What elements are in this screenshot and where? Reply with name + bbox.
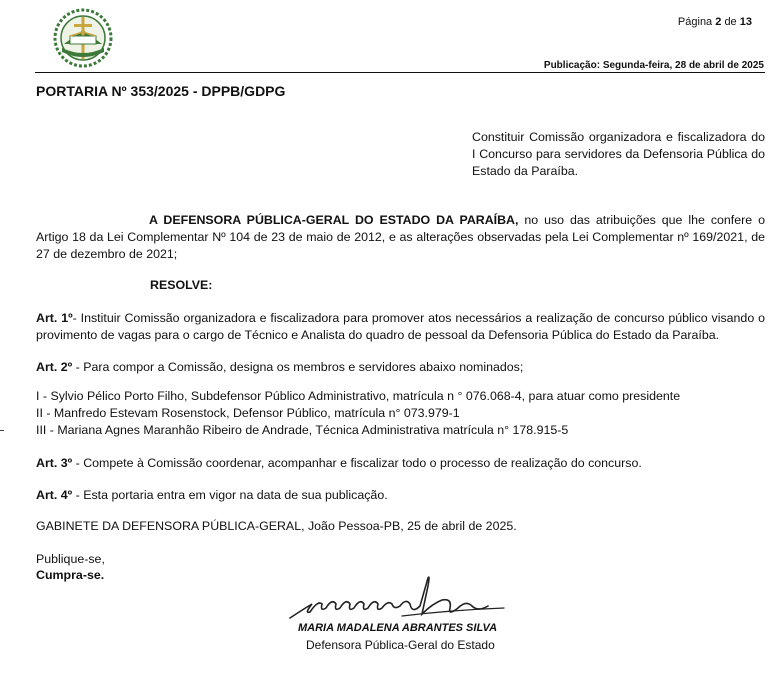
closing [36,551,105,583]
closing-line-2: Cumpra-se. [36,568,105,582]
header-rule [35,72,765,73]
ementa: Constituir Comissão organizadora e fiscalizadora do I Concurso para servidores da Defensoria Pública do Estado da Paraíba. [472,130,765,178]
defensoria-logo [50,8,116,68]
page-number: Página 2 de 13 [677,16,752,28]
article-4: Art. 4º - Esta portaria entra em vigor na data de sua publicação. [36,488,388,502]
member-item: II - Manfredo Estevam Rosenstock, Defensor Público, matrícula n° 073.979-1 [36,406,460,420]
gabinete-line: GABINETE DA DEFENSORA PÚBLICA-GERAL, João Pessoa-PB, 25 de abril de 2025. [36,519,517,533]
article-1: Art. 1º- Instituir Comissão organizadora e fiscalizadora para promover atos necessários a realização de concurso público visando o provimento de vagas para o cargo de Técnico e Analista do quadro de pessoal da Defensoria Pública do Estado da Paraíba. [36,311,765,342]
publication-date: Publicação: Segunda-feira, 28 de abril de 2025 [543,60,764,71]
signer-name: MARIA MADALENA ABRANTES SILVA [298,622,498,634]
document-title: PORTARIA Nº 353/2025 - DPPB/GDPG [36,83,286,99]
preamble: A DEFENSORA PÚBLICA-GERAL DO ESTADO DA PARAÍBA, no uso das atribuições que lhe confere o Artigo 18 da Lei Complementar Nº 104 de 23 de maio de 2012, e as alterações observadas pela Lei Complementar nº 169/2021, de 27 de dezembro de 2021; [36,213,765,261]
members-list [36,388,680,439]
closing-line-1: Publique-se, [36,552,105,566]
article-2: Art. 2º - Para compor a Comissão, designa os membros e servidores abaixo nominados; [36,360,524,374]
signer-role: Defensora Pública-Geral do Estado [306,638,495,652]
resolve-heading: RESOLVE: [150,278,213,292]
member-item: III - Mariana Agnes Maranhão Ribeiro de Andrade, Técnica Administrativa matrícula n° 178.915-5 [36,423,569,437]
article-3: Art. 3º - Compete à Comissão coordenar, acompanhar e fiscalizar todo o processo de realização do concurso. [36,456,642,470]
margin-mark [0,430,4,431]
member-item: I - Sylvio Pélico Porto Filho, Subdefensor Público Administrativo, matrícula n ° 076.068-4, para atuar como presidente [36,389,681,403]
handwritten-signature [282,570,512,628]
